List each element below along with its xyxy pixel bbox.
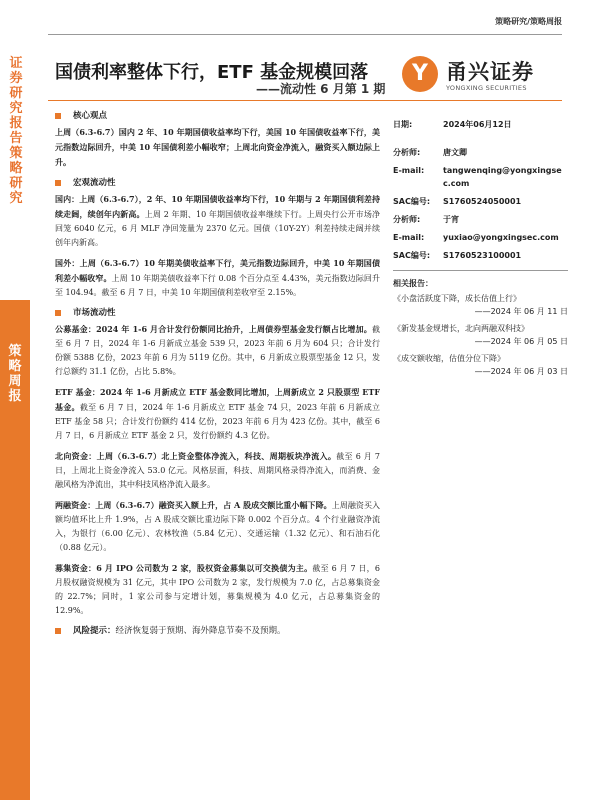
domestic-body: 上周 2 年期、10 年期国债收益率继续下行。上周央行公开市场净回笼 6040 亿元，6 月 MLF 净回笼量为 2370 亿元。国债（10Y-2Y）利差持续走阔并续创年内新高。 — [55, 210, 380, 247]
fundraise-lead: 募集资金：6 月 IPO 公司数为 2 家，股权资金募集以可交换债为主。 — [55, 563, 313, 573]
related-divider — [393, 270, 568, 271]
email-label: E-mail: — [393, 233, 425, 242]
section-title: 宏观流动性 — [73, 178, 116, 188]
email-link[interactable]: tangwenqing@yongxingsec.com — [443, 166, 562, 188]
sidebar — [0, 0, 30, 800]
northbound-paragraph — [55, 449, 380, 492]
core-paragraph — [55, 125, 380, 170]
foreign-paragraph — [55, 256, 380, 300]
section-marker-icon — [55, 628, 61, 634]
margin-lead: 两融资金：上周（6.3-6.7）融资买入额上升，占 A 股成交额比重小幅下降。 — [55, 500, 332, 510]
fund-paragraph — [55, 322, 380, 379]
sac-row — [393, 249, 568, 262]
header-divider — [48, 34, 562, 35]
core-text: 上周（6.3-6.7）国内 2 年、10 年期国债收益率均下行，美国 10 年国债收益率下行，美元指数边际回升，中美 10 年国债利差小幅收窄；上周北向资金净流入，融资买入额边际上升。 — [55, 127, 380, 167]
analyst-name: 唐文卿 — [443, 148, 467, 157]
fund-lead: 公募基金：2024 年 1-6 月合计发行份额同比抬升，上周债券型基金发行额占比增加。 — [55, 324, 372, 334]
related-report-title: 《新发基金规增长，北向两融双科技》 — [393, 324, 529, 333]
company-logo — [402, 54, 572, 100]
domestic-paragraph — [55, 192, 380, 250]
analyst-label: 分析师: — [393, 215, 421, 224]
logo-english-name: YONGXING SECURITIES — [446, 84, 527, 92]
analyst-name: 于宵 — [443, 215, 459, 224]
sidebar-report-type: 证券研究报告 策略研究 — [9, 56, 23, 206]
etf-paragraph — [55, 385, 380, 443]
risk-text-line — [73, 624, 286, 638]
domestic-lead: 国内：上周（6.3-6.7），2 年、10 年期国债收益率均下行，10 年期与 2 年期国债利差持续走阔，续创年内新高。 — [55, 194, 380, 219]
sidebar-category-label: 策略周报 — [8, 344, 22, 404]
analyst-row — [393, 213, 568, 226]
email-row — [393, 164, 568, 190]
margin-body: 上周融资买入额均值环比上升 1.9%，占 A 股成交额比重边际下降 0.002 个百分点。4 个行业融资净流入，为银行（6.00 亿元）、农林牧渔（5.84 亿元）、交通运输（1.32 亿元）、和石油石化（0.88 亿元）。 — [55, 501, 380, 552]
sac-row — [393, 195, 568, 208]
logo-chinese-name: 甬兴证券 — [446, 60, 534, 84]
related-report-title: 《小盘活跃度下降，成长估值上行》 — [393, 294, 521, 303]
section-header-market — [55, 306, 380, 320]
related-report-item[interactable] — [393, 322, 568, 348]
section-title: 核心观点 — [73, 111, 108, 121]
northbound-body: 截至 6 月 7 日，上周北上资金净流入 53.0 亿元。风格层面，科技、周期风格录得净流入，而消费、金融风格为净流出，其中科技风格净流入最多。 — [55, 452, 380, 489]
section-title: 市场流动性 — [73, 308, 116, 318]
info-panel — [393, 118, 568, 382]
foreign-lead: 国外：上周（6.3-6.7）10 年期美债收益率下行，美元指数边际回升，中美 10 年期国债利差小幅收窄。 — [55, 258, 380, 283]
related-report-date: ——2024 年 06 月 11 日 — [474, 307, 568, 316]
margin-paragraph — [55, 498, 380, 555]
section-marker-icon — [55, 113, 61, 119]
analyst-row — [393, 146, 568, 159]
section-marker-icon — [55, 310, 61, 316]
section-marker-icon — [55, 180, 61, 186]
related-report-date: ——2024 年 06 月 03 日 — [474, 367, 568, 376]
report-title: 国债利率整体下行，ETF 基金规模回落 — [55, 62, 369, 83]
northbound-lead: 北向资金：上周（6.3-6.7）北上资金整体净流入，科技、周期板块净流入。 — [55, 451, 337, 461]
email-row — [393, 231, 568, 244]
section-header-core — [55, 109, 380, 123]
sac-label: SAC编号: — [393, 251, 431, 260]
sac-number: S1760524050001 — [443, 197, 522, 206]
sac-number: S1760523100001 — [443, 251, 522, 260]
section-header-macro — [55, 176, 380, 190]
sac-label: SAC编号: — [393, 197, 431, 206]
analyst-label: 分析师: — [393, 148, 421, 157]
date-label: 日期: — [393, 120, 413, 129]
date-row — [393, 118, 568, 131]
main-content — [55, 106, 380, 640]
title-divider — [48, 100, 562, 101]
fund-body: 截至 6 月 7 日，2024 年 1-6 月新成立基金 539 只，2023 年前 6 月为 604 只；合计发行份额 5388 亿份，2023 年前 6 月为 5119 亿份。其中，6 月新成立股票型基金 12 只，发行总额约 31.1 亿份，占比 5.8%。 — [55, 325, 380, 376]
header-tag: 策略研究/策略周报 — [495, 17, 562, 26]
fundraise-body: 截至 6 月 7 日，6 月股权融资规模为 31 亿元，其中 IPO 公司数为 2 家，发行规模为 7.0 亿，占总募集资金的 22.7%；同时，1 家公司参与定增计划，募集规模为 4.0 亿元，占总募集资金的 12.9%。 — [55, 564, 380, 615]
date-value: 2024年06月12日 — [443, 120, 512, 129]
risk-text: 经济恢复弱于预期、海外降息节奏不及预期。 — [115, 626, 286, 636]
related-report-date: ——2024 年 06 月 05 日 — [474, 337, 568, 346]
related-report-item[interactable] — [393, 352, 568, 378]
fundraise-paragraph — [55, 561, 380, 618]
foreign-body: 上周 10 年期美债收益率下行 0.08 个百分点至 4.43%，美元指数边际回升至 104.94。截至 6 月 7 日，中美 10 年期国债利差收窄至 2.15%。 — [55, 274, 380, 297]
related-reports-title: 相关报告： — [393, 279, 433, 288]
section-header-risk — [55, 624, 380, 638]
sidebar-category-block — [0, 300, 30, 800]
email-label: E-mail: — [393, 166, 425, 175]
report-subtitle: ——流动性 6 月第 1 期 — [256, 82, 386, 96]
logo-mark-icon: Y — [402, 56, 438, 92]
email-link[interactable]: yuxiao@yongxingsec.com — [443, 233, 559, 242]
related-report-title: 《成交额收缩，估值分位下降》 — [393, 354, 505, 363]
risk-label: 风险提示： — [73, 626, 116, 636]
etf-lead: ETF 基金：2024 年 1-6 月新成立 ETF 基金数同比增加，上周新成立 2 只股票型 ETF 基金。 — [55, 387, 380, 412]
etf-body: 截至 6 月 7 日，2024 年 1-6 月新成立 ETF 基金 74 只，2023 年前 6 月新成立 ETF 基金 58 只；合计发行份额约 414 亿份，2023 年前 6 月为 423 亿份。其中，截至 6 月 7 日，6 月新成立 ETF 基金 2 只，发行份额约 4.3 亿份。 — [55, 403, 380, 440]
related-report-item[interactable] — [393, 292, 568, 318]
